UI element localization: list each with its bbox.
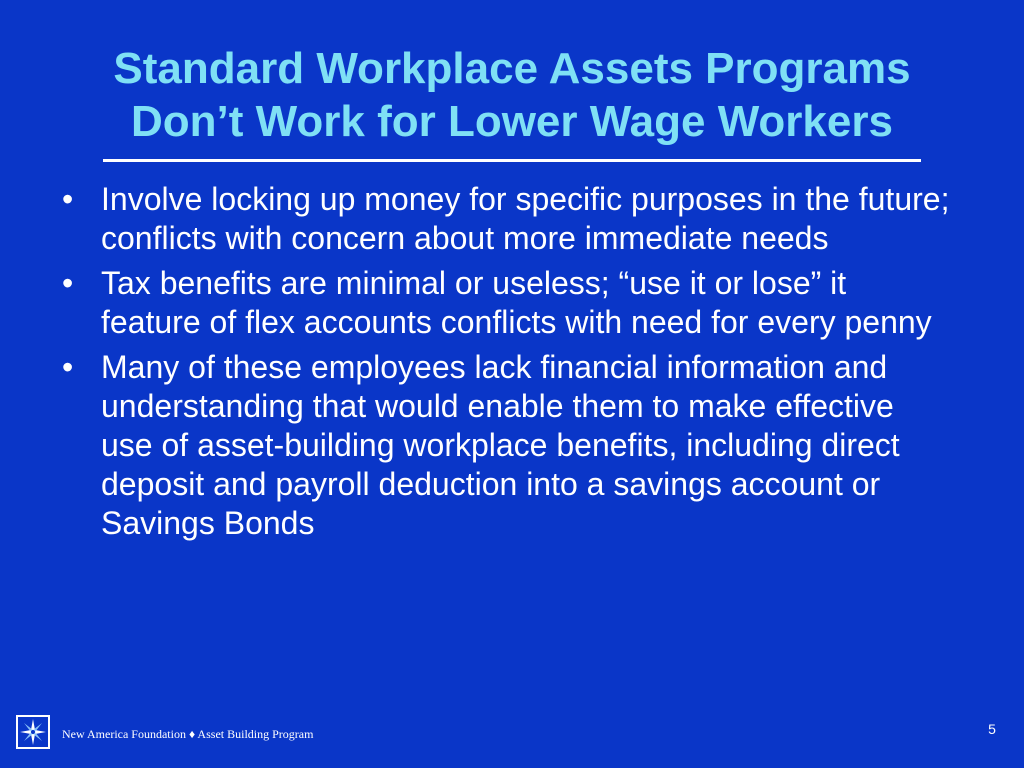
- bullet-text-3: Many of these employees lack financial information and understanding that would enable them to make effective use of asset-building workplace benefits, including direct deposit and payroll deduction into a savings account or Savings Bonds: [101, 349, 900, 541]
- slide-title-line-1: Standard Workplace Assets Programs: [113, 44, 911, 93]
- bullet-item-2: [60, 264, 950, 342]
- bullet-marker: •: [62, 349, 74, 385]
- slide-title-line-2: Don’t Work for Lower Wage Workers: [131, 97, 893, 146]
- bullet-item-3: [60, 348, 950, 543]
- bullet-text-1: Involve locking up money for specific purposes in the future; conflicts with concern about more immediate needs: [101, 181, 950, 256]
- title-divider: [103, 159, 921, 162]
- bullet-item-1: [60, 180, 950, 258]
- bullet-marker: •: [62, 265, 74, 301]
- compass-star-icon: [16, 715, 50, 749]
- page-number: 5: [988, 721, 996, 737]
- bullet-marker: •: [62, 181, 74, 217]
- bullet-list: [60, 180, 950, 549]
- slide-title: [20, 42, 1004, 148]
- footer-organization: New America Foundation ♦ Asset Building Program: [62, 727, 314, 741]
- bullet-text-2: Tax benefits are minimal or useless; “use it or lose” it feature of flex accounts conflicts with need for every penny: [101, 265, 932, 340]
